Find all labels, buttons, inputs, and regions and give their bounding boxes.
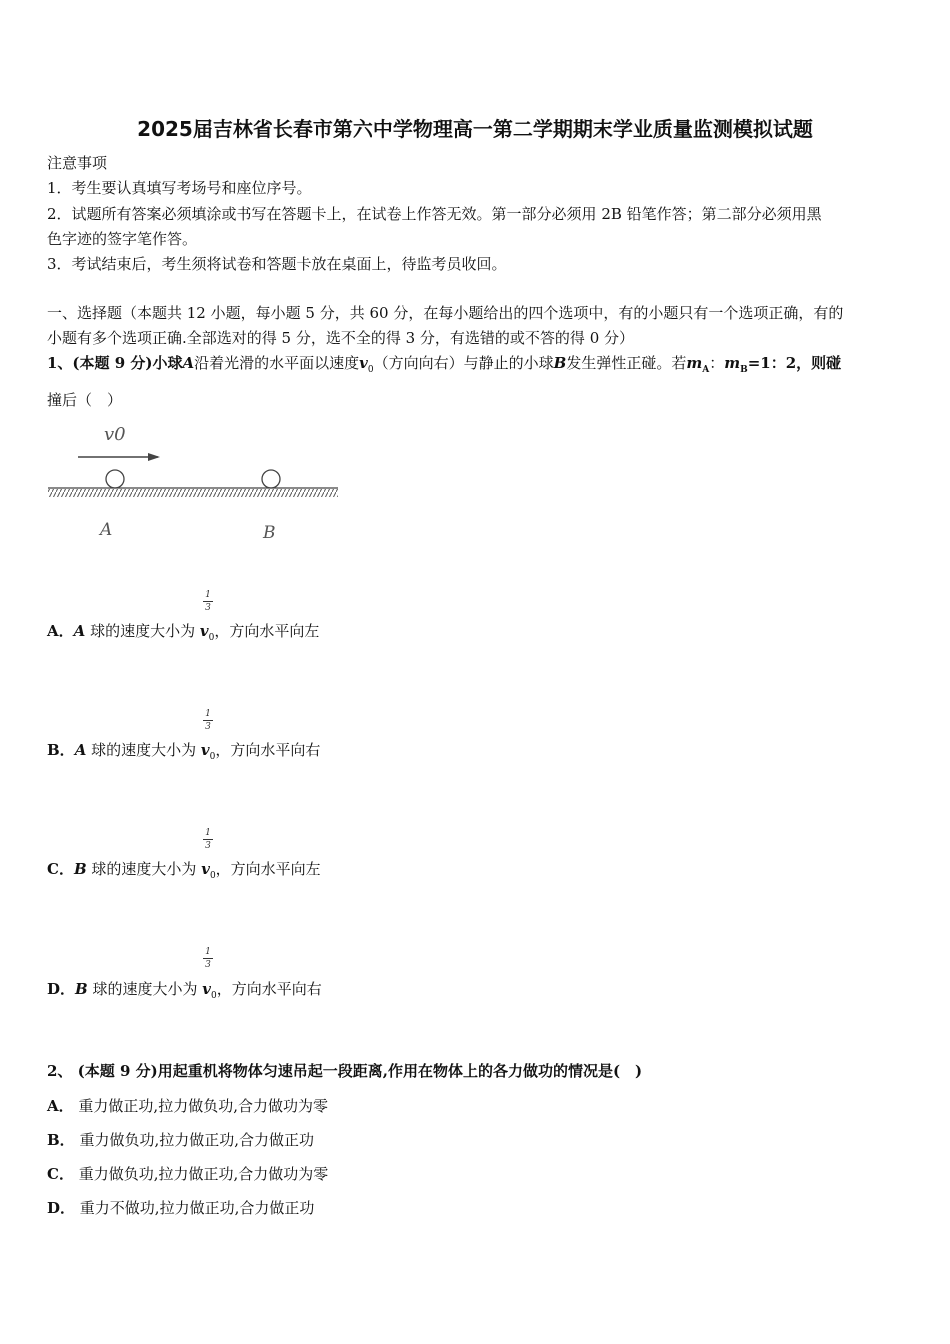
q1-text: （方向向右）与静止的小球 bbox=[373, 354, 554, 372]
ball-a: A bbox=[182, 354, 195, 372]
v0: v bbox=[359, 354, 368, 372]
option-c[interactable]: C． 重力做负功,拉力做正功,合力做功为零 bbox=[47, 1165, 329, 1183]
option-a[interactable]: A． 重力做正功,拉力做负功,合力做功为零 bbox=[47, 1097, 328, 1115]
ball-b: B bbox=[553, 354, 567, 372]
q1-prefix: 1、(本题 9 分)小球 bbox=[47, 354, 183, 372]
option-a[interactable]: A．A 球的速度大小为 $v_0$，方向水平向左 bbox=[47, 622, 320, 643]
notice-item: 1．考生要认真填写考场号和座位序号。 bbox=[47, 179, 312, 197]
notice-heading: 注意事项 bbox=[47, 154, 108, 172]
arrowhead-icon bbox=[148, 453, 160, 461]
q1-text: 发生弹性正碰。若 bbox=[566, 354, 687, 372]
v0-sub: 0 bbox=[367, 365, 374, 375]
ball-b-shape bbox=[262, 470, 280, 488]
notice-item: 色字迹的签字笔作答。 bbox=[47, 230, 198, 248]
q1-text: ： bbox=[709, 354, 725, 372]
question-1-stem bbox=[47, 352, 841, 375]
question-1-stem-line2: 撞后（ ） bbox=[47, 391, 123, 409]
ball-a-shape bbox=[106, 470, 124, 488]
ground-hatching bbox=[48, 489, 338, 497]
mass-b-sub: B bbox=[740, 365, 748, 375]
mass-b: m bbox=[724, 354, 741, 372]
fraction-one-third: 1 3 bbox=[203, 947, 213, 970]
collision-diagram bbox=[40, 420, 350, 550]
fraction-one-third: 1 3 bbox=[203, 709, 213, 732]
label-a: A bbox=[100, 520, 113, 540]
collision-figure bbox=[40, 420, 350, 550]
option-d[interactable]: D．B 球的速度大小为 $v_0$，方向水平向右 bbox=[47, 980, 322, 1001]
fraction-one-third: 1 3 bbox=[203, 828, 213, 851]
option-b[interactable]: B． 重力做负功,拉力做正功,合力做正功 bbox=[47, 1131, 315, 1149]
question-2-stem: 2、 (本题 9 分)用起重机将物体匀速吊起一段距离,作用在物体上的各力做功的情况是( ) bbox=[47, 1062, 643, 1080]
section-instructions: 一、选择题（本题共 12 小题，每小题 5 分，共 60 分，在每小题给出的四个选项中，有的小题只有一个选项正确，有的 bbox=[47, 304, 844, 322]
option-d[interactable]: D． 重力不做功,拉力做正功,合力做正功 bbox=[47, 1199, 315, 1217]
velocity-label: v0 bbox=[104, 424, 126, 445]
page-title: 2025届吉林省长春市第六中学物理高一第二学期期末学业质量监测模拟试题 bbox=[137, 117, 813, 141]
mass-a: m bbox=[686, 354, 703, 372]
option-c[interactable]: C．B 球的速度大小为 $v_0$，方向水平向左 bbox=[47, 860, 321, 881]
mass-a-sub: A bbox=[702, 365, 710, 375]
option-b[interactable]: B．A 球的速度大小为 $v_0$，方向水平向右 bbox=[47, 741, 321, 762]
fraction-one-third: 1 3 bbox=[203, 590, 213, 613]
notice-item: 3．考试结束后，考生须将试卷和答题卡放在桌面上，待监考员收回。 bbox=[47, 255, 507, 273]
section-instructions: 小题有多个选项正确.全部选对的得 5 分，选不全的得 3 分，有选错的或不答的得 0 分） bbox=[47, 329, 635, 347]
notice-item: 2．试题所有答案必须填涂或书写在答题卡上，在试卷上作答无效。第一部分必须用 2B 铅笔作答；第二部分必须用黑 bbox=[47, 205, 822, 223]
q1-text: 沿着光滑的水平面以速度 bbox=[194, 354, 360, 372]
label-b: B bbox=[263, 523, 276, 543]
q1-text: =1：2，则碰 bbox=[747, 354, 842, 372]
